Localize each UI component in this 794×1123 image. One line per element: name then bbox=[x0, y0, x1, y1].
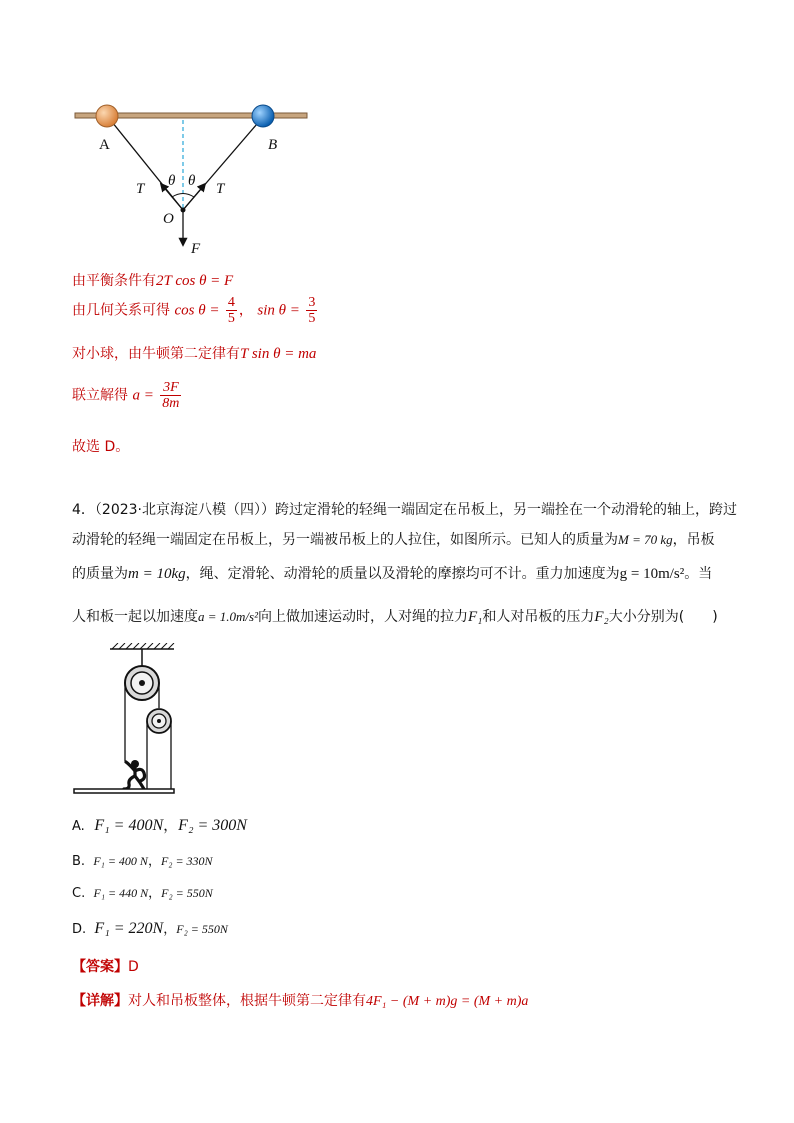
solution-line-4: 联立解得 a = $\frac{3F}{8m}$ bbox=[72, 380, 180, 411]
ball-b bbox=[252, 105, 274, 127]
option-a[interactable]: A. F₁ = 400N，F₂ = 300N bbox=[72, 816, 247, 834]
label-f: F bbox=[191, 241, 201, 257]
fraction-cos: $\frac{4}{5}$ bbox=[227, 295, 235, 326]
hanging-board bbox=[74, 789, 174, 793]
detail-line: 【详解】对人和吊板整体，根据牛顿第二定律有4F₁ − (M + m)g = (M + m)a bbox=[72, 993, 529, 1009]
question-line-3: 的质量为m = 10kg，绳、定滑轮、动滑轮的质量以及滑轮的摩擦均可不计。重力加速度为g = 10m/s²。当 bbox=[72, 566, 713, 582]
pulley-diagram bbox=[72, 643, 182, 798]
label-theta-left: θ bbox=[168, 173, 176, 189]
label-theta-right: θ bbox=[188, 173, 196, 189]
angle-arc bbox=[172, 194, 194, 198]
label-t-left: T bbox=[136, 181, 145, 197]
question-line-4: 人和板一起以加速度a = 1.0m/s²向上做加速运动时，人对绳的拉力F₁和人对吊板的压力F₂大小分别为( ) bbox=[72, 609, 718, 625]
answer-line: 【答案】D bbox=[72, 959, 139, 975]
label-t-right: T bbox=[216, 181, 225, 197]
label-a: A bbox=[99, 137, 110, 153]
point-o bbox=[181, 208, 186, 213]
question-line-1: 4．（2023·北京海淀八模（四））跨过定滑轮的轻绳一端固定在吊板上，另一端拴在一个动滑轮的轴上，跨过 bbox=[72, 502, 738, 518]
force-diagram bbox=[60, 95, 330, 265]
option-b[interactable]: B. F₁ = 400 N，F₂ = 330N bbox=[72, 854, 213, 869]
fraction-sin: $\frac{3}{5}$ bbox=[308, 295, 316, 326]
question-line-2: 动滑轮的轻绳一端固定在吊板上，另一端被吊板上的人拉住，如图所示。已知人的质量为M = 70 kg，吊板 bbox=[72, 532, 715, 548]
label-b: B bbox=[268, 137, 278, 153]
fraction-result: $\frac{3F}{8m}$ bbox=[162, 380, 180, 411]
solution-line-5: 故选 D。 bbox=[72, 439, 130, 455]
solution-line-3: 对小球，由牛顿第二定律有T sin θ = ma bbox=[72, 346, 317, 362]
option-d[interactable]: D. F₁ = 220N，F₂ = 550N bbox=[72, 920, 228, 937]
solution-line-1: 由平衡条件有2T cos θ = F bbox=[72, 273, 234, 289]
label-o: O bbox=[163, 211, 174, 227]
ball-a bbox=[96, 105, 118, 127]
solution-line-2: 由几何关系可得 cos θ = $\frac{4}{5}$ ， sin θ = $\frac{3}{5}$ bbox=[72, 295, 316, 326]
option-c[interactable]: C. F₁ = 440 N，F₂ = 550N bbox=[72, 886, 213, 901]
person bbox=[124, 760, 145, 789]
